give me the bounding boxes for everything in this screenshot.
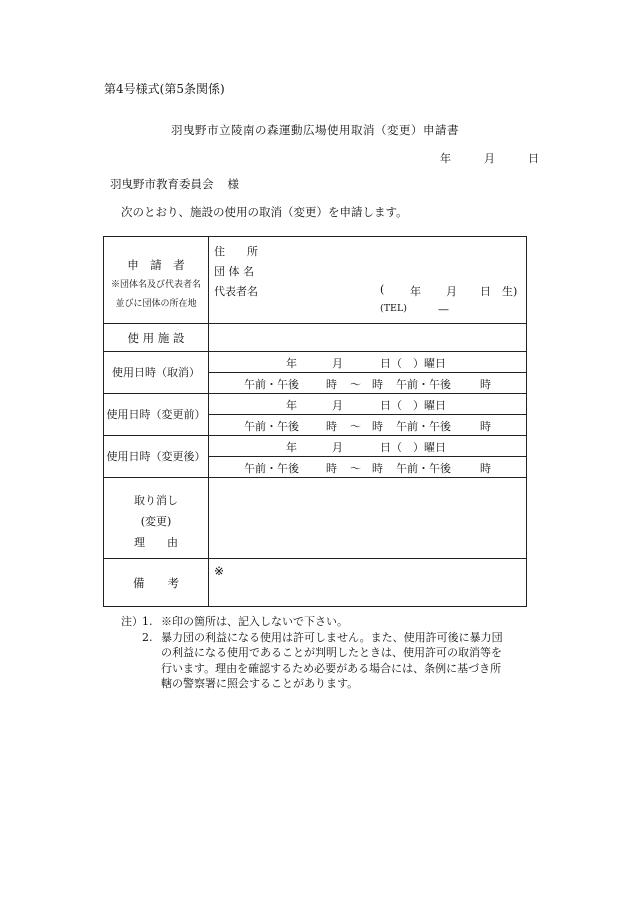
address-label: 住 所 (214, 245, 258, 258)
before-end-hour: 時 (372, 420, 383, 433)
before-end-hour2: 時 (480, 420, 491, 433)
representative-label: 代表者名 (214, 285, 258, 298)
addressee-honorific: 様 (227, 177, 239, 191)
note-2-line-2: の利益になる使用であることが判明したときは、使用許可の取消等を (161, 646, 502, 659)
cancel-end-hour: 時 (372, 378, 383, 391)
reason-label-3: 理 由 (134, 536, 178, 549)
birth-day: 日 生) (480, 285, 518, 298)
tel-label: (TEL) (380, 303, 407, 314)
date-month: 月 (484, 152, 495, 165)
cancel-start-hour: 時 (326, 378, 337, 391)
date-year: 年 (440, 152, 451, 165)
before-date-year: 年 (286, 399, 297, 412)
reason-label-1: 取り消し (134, 494, 178, 507)
addressee (110, 176, 239, 192)
before-start-hour: 時 (326, 420, 337, 433)
applicant-note-2: 並びに団体の所在地 (115, 299, 197, 309)
after-tilde: 〜 (350, 462, 361, 475)
form-number: 第4号様式(第5条関係) (104, 82, 225, 96)
note-1-line-1: ※印の箇所は、記入しないで下さい。 (161, 615, 348, 628)
applicant-note-1: ※団体名及び代表者名 (110, 280, 201, 290)
cancel-start-ampm: 午前・午後 (244, 378, 299, 391)
before-date-month: 月 (332, 399, 343, 412)
applicant-label: 申 請 者 (127, 258, 185, 272)
facility-label: 使 用 施 設 (127, 331, 185, 345)
after-start-ampm: 午前・午後 (244, 462, 299, 475)
application-form-table (103, 236, 527, 607)
before-start-ampm: 午前・午後 (244, 420, 299, 433)
cancel-end-ampm: 午前・午後 (396, 378, 451, 391)
after-date-year: 年 (286, 441, 297, 454)
date-line (440, 150, 539, 166)
reason-label-2: (変更) (140, 515, 172, 528)
birth-year: 年 (410, 285, 421, 298)
usage-cancel-label: 使用日時（取消） (112, 366, 200, 379)
addressee-name: 羽曳野市教育委員会 (110, 177, 214, 191)
note-2-number: 2. (142, 630, 153, 644)
tel-dash: — (438, 303, 449, 316)
after-start-hour: 時 (326, 462, 337, 475)
date-day: 日 (528, 152, 539, 165)
cancel-end-hour2: 時 (480, 378, 491, 391)
org-name-label: 団 体 名 (214, 265, 254, 278)
cancel-date-year: 年 (286, 357, 297, 370)
note-1-number: 1. (142, 615, 153, 628)
cancel-tilde: 〜 (350, 378, 361, 391)
usage-after-label: 使用日時（変更後） (106, 450, 206, 463)
after-end-hour2: 時 (480, 462, 491, 475)
notes-prefix: 注） (121, 615, 143, 628)
after-end-hour: 時 (372, 462, 383, 475)
document-title: 羽曳野市立陵南の森運動広場使用取消（変更）申請書 (171, 123, 459, 137)
note-2-line-4: 轄の警察署に照会することがあります。 (161, 677, 359, 690)
cancel-date-month: 月 (332, 357, 343, 370)
before-date-day: 日（ ）曜日 (380, 399, 446, 412)
usage-before-label: 使用日時（変更前） (106, 408, 206, 421)
note-2-line-1: 暴力団の利益になる使用は許可しません。また、使用許可後に暴力団 (161, 630, 503, 644)
cancel-date-day: 日（ ）曜日 (380, 357, 446, 370)
after-date-day: 日（ ）曜日 (380, 441, 446, 454)
remarks-mark: ※ (214, 564, 225, 578)
intro-text: 次のとおり、施設の使用の取消（変更）を申請します。 (121, 205, 408, 219)
remarks-label: 備 考 (133, 576, 179, 590)
after-end-ampm: 午前・午後 (396, 462, 451, 475)
note-2-line-3: 行います。理由を確認するため必要がある場合には、条例に基づき所 (161, 661, 502, 675)
before-tilde: 〜 (350, 420, 361, 433)
before-end-ampm: 午前・午後 (396, 420, 451, 433)
after-date-month: 月 (332, 441, 343, 454)
birth-open-paren: ( (380, 283, 385, 296)
birth-month: 月 (446, 285, 457, 298)
